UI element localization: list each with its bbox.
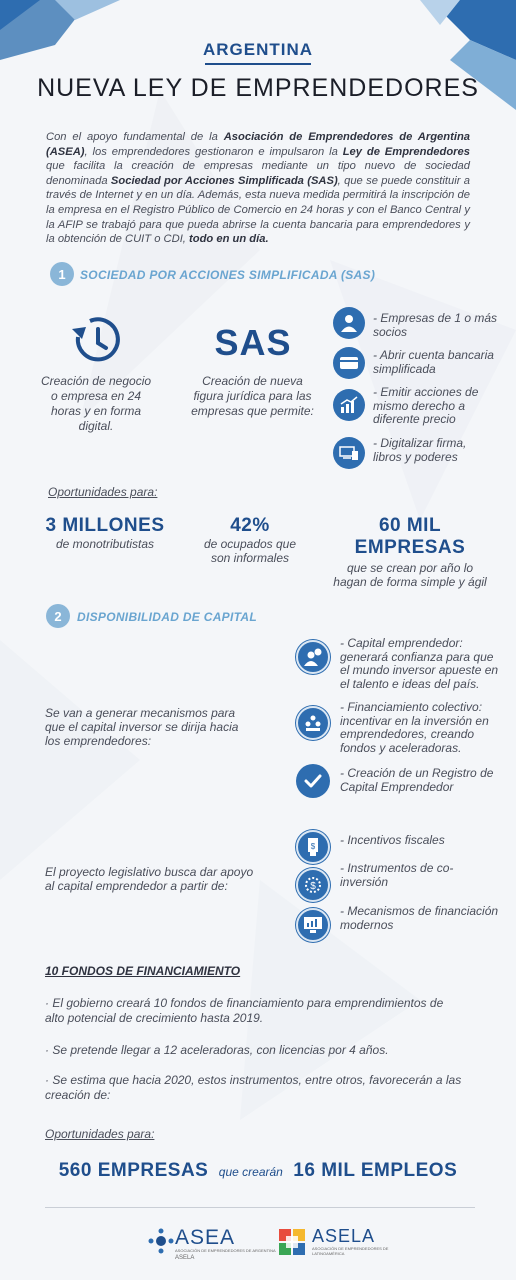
result-connector: que crearán xyxy=(218,1165,283,1179)
monitor-chart-icon xyxy=(296,908,330,942)
asea-member: ASELA xyxy=(175,1255,195,1261)
card-icon xyxy=(333,347,365,379)
feature-text-3: - Emitir acciones de mismo derecho a diferente precio xyxy=(373,385,479,426)
asela-logo xyxy=(276,1224,396,1264)
stat-value-1: 3 MILLONES xyxy=(45,515,165,536)
feature-text-4: - Digitalizar firma, libros y poderes xyxy=(373,436,467,464)
crowd-icon xyxy=(296,706,330,740)
section-title-capital: DISPONIBILIDAD DE CAPITAL xyxy=(77,610,257,624)
investor-icon xyxy=(296,640,330,674)
devices-icon xyxy=(333,437,365,469)
capital-intro-text: Se van a generar mecanismos para que el capital inversor se dirija hacia los emprendedores: xyxy=(45,706,239,748)
country-title: ARGENTINA xyxy=(202,40,314,59)
stat-desc-3: que se crean por año lo hagan de forma simple y ágil xyxy=(333,561,487,589)
intro-paragraph: Con el apoyo fundamental de la Asociación de Emprendedores de Argentina (ASEA), los emprendedores gestionaron e impulsaron la Ley de Emprendedores que facilita la creación de empresas mediante un tipo nuevo de sociedad denominada Sociedad por Acciones Simplificada (SAS), que se puede constituir a través de Internet y en un día. Además, esta nueva medida permitirá la inscripción de la empresa en el Registro Público de Comercio en 24 horas y con el Banco Central y la AFIP se trabajó para que pueda abrirse la cuenta bancaria para emprendedores y la obtención de CUIT o CDI, todo en un día. xyxy=(46,131,470,246)
stat-desc-1: de monotributistas xyxy=(55,537,155,551)
opportunities-label-1: Oportunidades para: xyxy=(48,485,158,499)
funds-title: 10 FONDOS DE FINANCIAMIENTO xyxy=(45,964,241,978)
mechanism-text-1: - Capital emprendedor: generará confianza para que el mundo inversor apueste en el talento e ideas del país. xyxy=(340,636,499,691)
clock-icon xyxy=(68,315,124,365)
funds-bullet-3: · Se estima que hacia 2020, estos instrumentos, entre otros, favorecerán a las creación de: xyxy=(45,1073,462,1102)
opportunities-label-2: Oportunidades para: xyxy=(45,1127,155,1141)
support-text-1: - Incentivos fiscales xyxy=(340,833,445,847)
asela-subtitle: ASOCIACIÓN DE EMPRENDEDORES DE LATINOAMÉRICA xyxy=(312,1246,389,1256)
stat-value-2: 42% xyxy=(230,515,270,536)
sas-label: SAS xyxy=(214,322,292,363)
support-text-3: - Mecanismos de financiación modernos xyxy=(340,904,499,932)
asela-name: ASELA xyxy=(312,1226,376,1246)
person-icon xyxy=(333,307,365,339)
funds-result xyxy=(0,1160,516,1182)
svg-text:$: $ xyxy=(310,881,316,892)
section-number-1: 1 xyxy=(50,262,74,286)
tax-icon xyxy=(296,830,330,864)
section-number-2: 2 xyxy=(46,604,70,628)
svg-text:$: $ xyxy=(310,842,316,851)
asela-logo-mark xyxy=(276,1226,308,1258)
coin-icon xyxy=(296,868,330,902)
funds-bullet-1: · El gobierno creará 10 fondos de financiamiento para emprendimientos de alto potencial de crecimiento hasta 2019. xyxy=(45,996,444,1025)
result-companies: 560 EMPRESAS xyxy=(58,1160,209,1181)
mechanism-text-3: - Creación de un Registro de Capital Emprendedor xyxy=(340,766,494,794)
asea-name: ASEA xyxy=(175,1226,236,1249)
result-jobs: 16 MIL EMPLEOS xyxy=(293,1160,458,1181)
stat-value-3: 60 MIL EMPRESAS xyxy=(354,515,466,558)
page-title: NUEVA LEY DE EMPRENDEDORES xyxy=(37,74,479,102)
check-icon xyxy=(296,764,330,798)
capital-support-text: El proyecto legislativo busca dar apoyo al capital emprendedor a partir de: xyxy=(45,865,254,893)
footer-divider xyxy=(45,1207,475,1208)
mechanism-text-2: - Financiamiento colectivo: incentivar en la inversión en emprendedores, creando fondos y aceleradoras. xyxy=(340,700,489,755)
chart-money-icon xyxy=(333,389,365,421)
sas-caption: Creación de nueva figura jurídica para las empresas que permite: xyxy=(191,374,314,418)
funds-bullet-2: · Se pretende llegar a 12 aceleradoras, con licencias por 4 años. xyxy=(45,1043,389,1057)
feature-text-1: - Empresas de 1 o más socios xyxy=(373,311,498,339)
asea-subtitle: ASOCIACIÓN DE EMPRENDEDORES DE ARGENTINA xyxy=(175,1248,276,1253)
support-text-2: - Instrumentos de co-inversión xyxy=(340,861,454,889)
asea-logo xyxy=(148,1226,276,1266)
title-underline xyxy=(205,63,311,65)
section-title-sas: SOCIEDAD POR ACCIONES SIMPLIFICADA (SAS) xyxy=(80,268,376,282)
asea-logo-mark xyxy=(148,1228,174,1254)
clock-caption: Creación de negocio o empresa en 24 horas y en forma digital. xyxy=(40,374,152,433)
stat-desc-2: de ocupados que son informales xyxy=(203,537,297,565)
feature-text-2: - Abrir cuenta bancaria simplificada xyxy=(373,348,494,376)
